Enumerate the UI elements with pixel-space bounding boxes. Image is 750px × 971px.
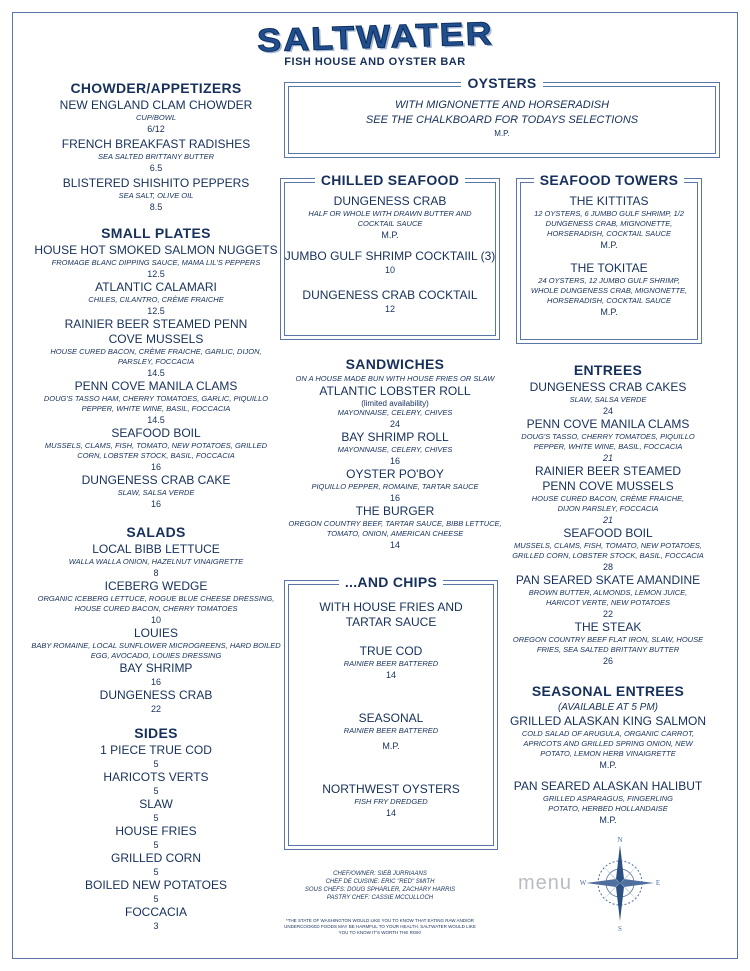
- menu-text: HOUSE HOT SMOKED SALMON NUGGETS: [34, 243, 278, 257]
- menu-text: 1 PIECE TRUE COD: [100, 743, 212, 757]
- small-plates-title: SMALL PLATES: [101, 225, 211, 241]
- list-item: [286, 384, 504, 430]
- menu-text: THE STEAK: [574, 620, 642, 634]
- list-item: [28, 824, 284, 851]
- compass-w: W: [580, 879, 587, 887]
- menu-text: M.P.: [599, 760, 617, 770]
- menu-text: 16: [150, 677, 161, 687]
- menu-text: 16: [389, 493, 400, 503]
- entrees-title: ENTREES: [573, 362, 643, 378]
- compass-rose-icon: [580, 833, 660, 933]
- menu-text: OREGON COUNTRY BEEF FLAT IRON, SLAW, HOUSE FRIES, SEA SALTED BRITTANY BUTTER: [512, 635, 704, 654]
- menu-text: FOCCACIA: [124, 905, 187, 919]
- sandwiches-section: [286, 356, 504, 551]
- brand-name: SALTWATER: [256, 14, 494, 59]
- list-item: [508, 620, 708, 667]
- sides-title: SIDES: [134, 725, 178, 741]
- menu-text: 10: [150, 615, 161, 625]
- menu-text: NORTHWEST OYSTERS: [322, 782, 460, 796]
- menu-text: M.P.: [600, 307, 618, 317]
- list-item: [28, 661, 284, 688]
- menu-text: 5: [153, 759, 159, 769]
- compass-s: S: [618, 925, 622, 933]
- list-item: [28, 851, 284, 878]
- chips-title: ...AND CHIPS: [339, 574, 443, 590]
- menu-text: CHEF/OWNER: SIEB JURRIAANS: [333, 871, 427, 877]
- list-item: [281, 194, 499, 241]
- menu-text: BABY ROMAINE, LOCAL SUNFLOWER MICROGREENS, HARD BOILED EGG, AVOCADO, LOUIES DRESSING: [31, 641, 281, 660]
- menu-text: 14: [389, 540, 400, 550]
- menu-text: DUNGENESS CRAB CAKE: [81, 473, 231, 487]
- list-item: [28, 280, 284, 317]
- menu-text: 12.5: [147, 306, 165, 316]
- menu-text: 21: [602, 515, 613, 525]
- list-item: [28, 379, 284, 426]
- list-item: [508, 417, 708, 464]
- menu-text: 14: [385, 808, 396, 818]
- oysters-price: M.P.: [494, 129, 510, 138]
- menu-text: OYSTER PO'BOY: [346, 467, 444, 481]
- menu-text: HOUSE CURED BACON, CRÈME FRAICHE, GARLIC, DIJON, PARSLEY, FOCCACIA: [50, 347, 262, 366]
- menu-text: MAYONNAISE, CELERY, CHIVES: [337, 445, 453, 454]
- menu-text: SEASONAL: [358, 711, 424, 725]
- menu-text: 22: [150, 704, 161, 714]
- menu-text: 21: [602, 453, 613, 463]
- list-item: [285, 782, 497, 819]
- sandwiches-note: ON A HOUSE MADE BUN WITH HOUSE FRIES OR SLAW: [295, 374, 495, 383]
- menu-text: 8.5: [149, 202, 163, 212]
- chilled-title: CHILLED SEAFOOD: [315, 172, 465, 188]
- menu-text: MUSSELS, CLAMS, FISH, TOMATO, NEW POTATOES, GRILLED CORN, LOBSTER STOCK, BASIL, FOCCACIA: [512, 541, 704, 560]
- chilled-seafood-box: [280, 172, 500, 340]
- list-item: [286, 467, 504, 504]
- menu-text: CHILES, CILANTRO, CRÈME FRAICHE: [88, 295, 224, 304]
- list-item: [28, 770, 284, 797]
- menu-text: BOILED NEW POTATOES: [84, 878, 228, 892]
- menu-text: ATLANTIC LOBSTER ROLL: [319, 384, 471, 398]
- list-item: [517, 194, 701, 251]
- list-item: [28, 317, 284, 379]
- menu-text: M.P.: [599, 815, 617, 825]
- menu-text: 14.5: [147, 415, 165, 425]
- menu-text: DUNGENESS CRAB: [99, 688, 213, 702]
- menu-text: LOUIES: [133, 626, 178, 640]
- chowder-list: [28, 98, 284, 213]
- menu-text: JUMBO GULF SHRIMP COCKTAIIL (3): [284, 249, 496, 263]
- menu-text: SEAFOOD BOIL: [563, 526, 653, 540]
- menu-text: 8: [153, 568, 159, 578]
- seasonal-title: SEASONAL ENTREES: [531, 683, 685, 699]
- menu-text: THE TOKITAE: [570, 261, 648, 275]
- menu-text: GRILLED ASPARAGUS, FINGERLING POTATO, HERBED HOLLANDAISE: [542, 794, 674, 813]
- left-column: [28, 80, 284, 932]
- menu-text: BROWN BUTTER, ALMONDS, LEMON JUICE, HARICOT VERTE, NEW POTATOES: [528, 588, 688, 607]
- menu-text: M.P.: [381, 230, 399, 240]
- menu-text: (limited availability): [361, 399, 429, 408]
- menu-text: ATLANTIC CALAMARI: [95, 280, 217, 294]
- menu-text: 10: [384, 265, 395, 275]
- menu-text: CUP/BOWL: [135, 113, 176, 122]
- menu-text: 6.5: [149, 163, 163, 173]
- menu-text: HOUSE FRIES: [115, 824, 197, 838]
- menu-text: DUNGENESS CRAB: [333, 194, 447, 208]
- menu-text: BAY SHRIMP: [119, 661, 193, 675]
- list-item: [285, 644, 497, 681]
- menu-text: COLD SALAD OF ARUGULA, ORGANIC CARROT, APRICOTS AND GRILLED SPRING ONION, NEW POTATO, LEMON HERB VINAIGRETTE: [521, 729, 695, 758]
- menu-text: FRENCH BREAKFAST RADISHES: [61, 137, 251, 151]
- menu-text: ORGANIC ICEBERG LETTUCE, ROGUE BLUE CHEESE DRESSING, HOUSE CURED BACON, CHERRY TOMATOES: [37, 594, 275, 613]
- menu-text: OREGON COUNTRY BEEF, TARTAR SAUCE, BIBB LETTUCE, TOMATO, ONION, AMERICAN CHEESE: [288, 519, 502, 538]
- menu-text: GRILLED ALASKAN KING SALMON: [509, 714, 707, 728]
- menu-text: MUSSELS, CLAMS, FISH, TOMATO, NEW POTATOES, GRILLED CORN, LOBSTER STOCK, BASIL, FOCCACIA: [44, 441, 268, 460]
- menu-text: SLAW: [139, 797, 173, 811]
- menu-text: PASTRY CHEF: CASSIE MCCULLOCH: [326, 895, 434, 901]
- menu-text: PAN SEARED ALASKAN HALIBUT: [513, 779, 703, 793]
- compass-e: E: [655, 879, 660, 887]
- menu-text: RAINIER BEER BATTERED: [343, 726, 439, 735]
- menu-text: 24 OYSTERS, 12 JUMBO GULF SHRIMP, WHOLE DUNGENESS CRAB, MIGNONETTE, HORSERADISH, COCKTAIL SAUCE: [530, 276, 688, 305]
- menu-text: THE BURGER: [355, 504, 435, 518]
- credits: [280, 870, 480, 902]
- oysters-title: OYSTERS: [461, 75, 542, 91]
- list-item: [508, 526, 708, 573]
- menu-text: LOCAL BIBB LETTUCE: [92, 542, 220, 556]
- menu-text: RAINIER BEER BATTERED: [343, 659, 439, 668]
- menu-text: M.P.: [600, 240, 618, 250]
- menu-text: 6/12: [147, 124, 165, 134]
- menu-text: 26: [602, 656, 613, 666]
- list-item: [508, 464, 708, 526]
- menu-text: PENN COVE MANILA CLAMS: [74, 379, 238, 393]
- chowder-title: CHOWDER/APPETIZERS: [70, 80, 242, 96]
- list-item: [28, 797, 284, 824]
- menu-text: 5: [153, 894, 159, 904]
- list-item: [281, 249, 499, 276]
- menu-text: 22: [602, 609, 613, 619]
- sandwiches-title: SANDWICHES: [345, 356, 445, 372]
- menu-text: MAYONNAISE, CELERY, CHIVES: [337, 408, 453, 417]
- menu-text: DUNGENESS CRAB COCKTAIL: [302, 288, 478, 302]
- menu-text: 16: [389, 456, 400, 466]
- small-plates-list: [28, 243, 284, 510]
- menu-text: PIQUILLO PEPPER, ROMAINE, TARTAR SAUCE: [311, 482, 479, 491]
- menu-text: 5: [153, 840, 159, 850]
- list-item: [28, 743, 284, 770]
- list-item: [28, 137, 284, 174]
- menu-text: PENN COVE MANILA CLAMS: [526, 417, 690, 431]
- menu-text: ICEBERG WEDGE: [104, 579, 208, 593]
- list-item: [28, 905, 284, 932]
- menu-text: 16: [150, 499, 161, 509]
- logo: [0, 16, 750, 68]
- menu-text: RAINIER BEER STEAMED PENN COVE MUSSELS: [534, 464, 682, 493]
- salads-title: SALADS: [126, 524, 186, 540]
- menu-text: 12.5: [147, 269, 165, 279]
- list-item: [28, 98, 284, 135]
- oysters-box: [284, 75, 720, 158]
- menu-text: 24: [389, 419, 400, 429]
- list-item: [28, 473, 284, 510]
- list-item: [28, 176, 284, 213]
- chips-intro: WITH HOUSE FRIES AND TARTAR SAUCE: [319, 600, 463, 629]
- menu-text: M.P.: [382, 741, 400, 751]
- oysters-line2: SEE THE CHALKBOARD FOR TODAYS SELECTIONS: [365, 114, 639, 126]
- menu-text: SLAW, SALSA VERDE: [117, 488, 195, 497]
- brand-tagline: FISH HOUSE AND OYSTER BAR: [284, 56, 466, 68]
- salads-list: [28, 542, 284, 715]
- list-item: [285, 711, 497, 752]
- list-item: [281, 288, 499, 315]
- menu-text: 3: [153, 921, 159, 931]
- menu-text: 16: [150, 462, 161, 472]
- list-item: [28, 542, 284, 579]
- list-item: [508, 714, 708, 771]
- menu-text: HARICOTS VERTS: [103, 770, 209, 784]
- list-item: [508, 573, 708, 620]
- list-item: [28, 878, 284, 905]
- menu-text: 24: [602, 406, 613, 416]
- seasonal-note: (AVAILABLE AT 5 PM): [557, 702, 659, 713]
- list-item: [28, 688, 284, 715]
- menu-text: HALF OR WHOLE WITH DRAWN BUTTER AND COCKTAIL SAUCE: [308, 209, 472, 228]
- list-item: [28, 579, 284, 626]
- list-item: [28, 243, 284, 280]
- list-item: [28, 626, 284, 661]
- towers-title: SEAFOOD TOWERS: [534, 172, 685, 188]
- menu-text: 14.5: [147, 368, 165, 378]
- menu-text: SEA SALTED BRITTANY BUTTER: [98, 152, 214, 161]
- menu-text: CHEF DE CUISINE: ERIC "RED" SMITH: [325, 879, 435, 885]
- menu-text: FROMAGE BLANC DIPPING SAUCE, MAMA LIL'S PEPPERS: [51, 258, 261, 267]
- menu-text: 5: [153, 867, 159, 877]
- list-item: [508, 380, 708, 417]
- menu-text: DOUG'S TASSO HAM, CHERRY TOMATOES, GARLIC, PIQUILLO PEPPER, WHITE WINE, BASIL, FOCCACIA: [43, 394, 269, 413]
- oysters-line1: WITH MIGNONETTE AND HORSERADISH: [394, 99, 610, 111]
- menu-text: 12 OYSTERS, 6 JUMBO GULF SHRIMP, 1/2 DUNGENESS CRAB, MIGNONETTE, HORSERADISH, COCKTAIL SAUCE: [534, 209, 684, 238]
- menu-text: PAN SEARED SKATE AMANDINE: [515, 573, 701, 587]
- menu-text: BAY SHRIMP ROLL: [341, 430, 449, 444]
- menu-text: DOUG'S TASSO, CHERRY TOMATOES, PIQUILLO PEPPER, WHITE WINE, BASIL, FOCCACIA: [521, 432, 695, 451]
- menu-text: RAINIER BEER STEAMED PENN COVE MUSSELS: [64, 317, 248, 346]
- menu-text: BLISTERED SHISHITO PEPPERS: [62, 176, 250, 190]
- list-item: [28, 426, 284, 473]
- menu-text: 14: [385, 670, 396, 680]
- menu-text: SEAFOOD BOIL: [111, 426, 201, 440]
- menu-text: DUNGENESS CRAB CAKES: [529, 380, 687, 394]
- menu-text: FISH FRY DREDGED: [354, 797, 428, 806]
- list-item: [286, 504, 504, 551]
- list-item: [508, 779, 708, 826]
- menu-text: WALLA WALLA ONION, HAZELNUT VINAIGRETTE: [68, 557, 244, 566]
- menu-text: TRUE COD: [359, 644, 423, 658]
- menu-text: SEA SALT, OLIVE OIL: [118, 191, 194, 200]
- seafood-towers-box: [516, 172, 702, 344]
- menu-text: NEW ENGLAND CLAM CHOWDER: [59, 98, 253, 112]
- entrees-section: [508, 362, 708, 826]
- sides-list: [28, 743, 284, 932]
- menu-text: 5: [153, 786, 159, 796]
- menu-text: GRILLED CORN: [110, 851, 202, 865]
- disclaimer: *THE STATE OF WASHINGTON WOULD LIKE YOU TO KNOW THAT EATING RAW AND/OR UNDERCOOKED FOODS MAY BE HARMFUL TO YOUR HEALTH. SALTWATER WOULD LIKE YOU TO KNOW IT'S WORTH THE RISK!: [284, 918, 476, 935]
- menu-text: 12: [384, 304, 395, 314]
- menu-text: 28: [602, 562, 613, 572]
- compass-n: N: [617, 836, 623, 844]
- chips-box: [284, 574, 498, 850]
- menu-text: SOUS CHEFS: DOUG SPHARLER, ZACHARY HARRIS: [304, 887, 456, 893]
- list-item: [286, 430, 504, 467]
- list-item: [517, 261, 701, 318]
- menu-text: 5: [153, 813, 159, 823]
- menu-text: SLAW, SALSA VERDE: [569, 395, 647, 404]
- menu-text: HOUSE CURED BACON, CRÈME FRAICHE, DIJON PARSLEY, FOCCACIA: [531, 494, 685, 513]
- menu-text: THE KITTITAS: [569, 194, 649, 208]
- watermark-logo: menu: [518, 872, 573, 894]
